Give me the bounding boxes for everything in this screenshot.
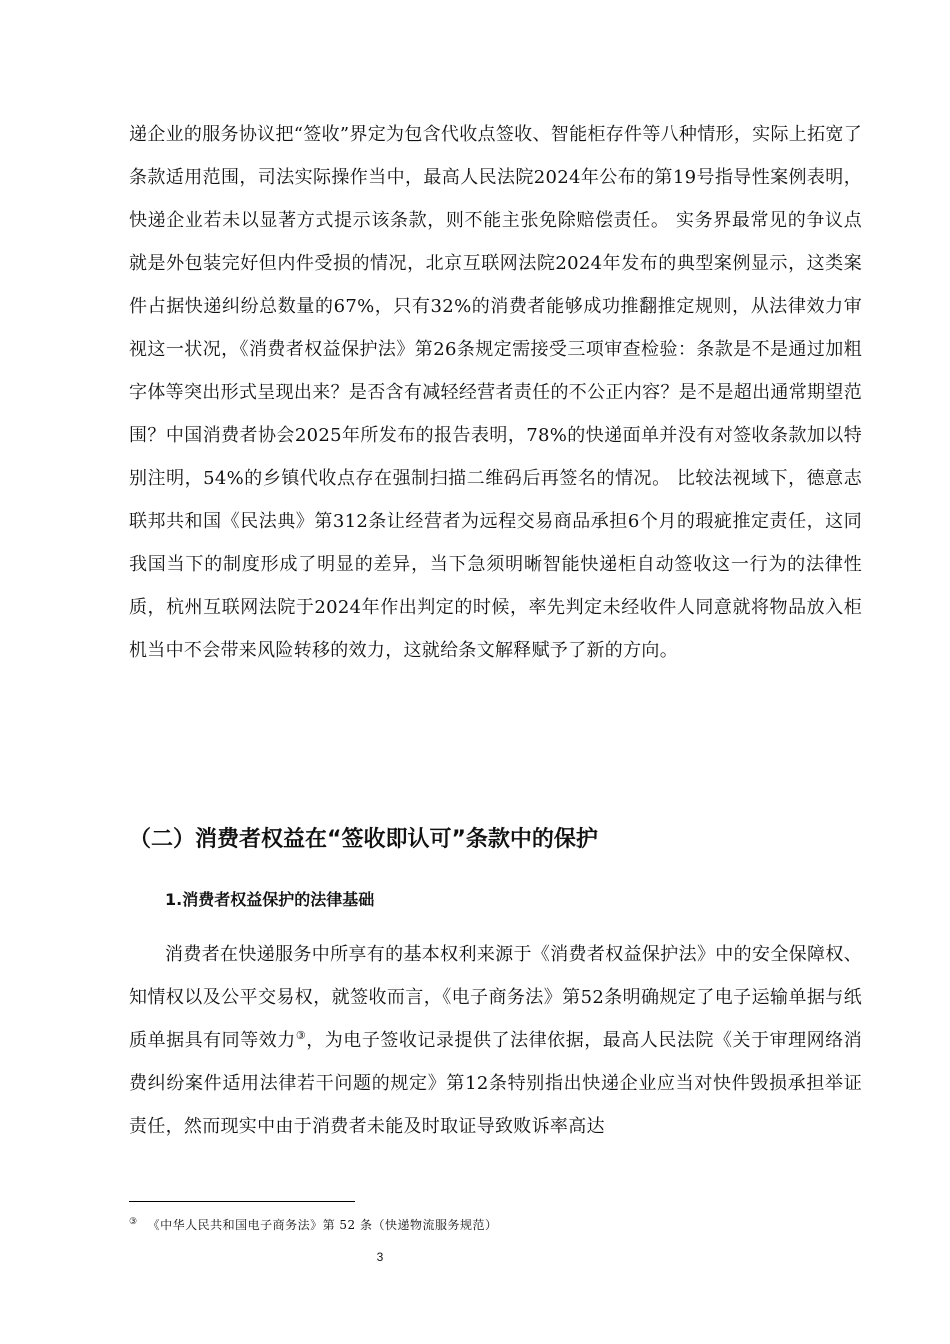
- paragraph-text: ，为电子签收记录提供了法律依据，最高人民法院《关于审理网络消费纠纷案件适用法律若干问题的规定》第12条特别指出快递企业应当对快件毁损承担举证责任，然而现实中由于消费者未能及时取证导致败诉率高达: [129, 1030, 863, 1137]
- paragraph-text: 消费者在快递服务中所享有的基本权利来源于《消费者权益保护法》中的安全保障权、知情权以及公平交易权，就签收而言，《电子商务法》第52条明确规定了电子运输单据与纸质单据具有同等效力: [129, 944, 862, 1051]
- footnote: [129, 1212, 829, 1235]
- body-paragraph: 递企业的服务协议把“签收”界定为包含代收点签收、智能柜存件等八种情形，实际上拓宽了条款适用范围，司法实际操作当中，最高人民法院2024年公布的第19号指导性案例表明，快递企业若未以显著方式提示该条款，则不能主张免除赔偿责任。 实务界最常见的争议点就是外包装完好但内件受损的情况，北京互联网法院2024年发布的典型案例显示，这类案件占据快递纠纷总数量的67%，只有32%的消费者能够成功推翻推定规则，从法律效力审视这一状况，《消费者权益保护法》第26条规定需接受三项审查检验：条款是不是通过加粗字体等突出形式呈现出来？是否含有减轻经营者责任的不公正内容？是不是超出通常期望范围？中国消费者协会2025年所发布的报告表明，78%的快递面单并没有对签收条款加以特别注明，54%的乡镇代收点存在强制扫描二维码后再签名的情况。 比较法视域下，德意志联邦共和国《民法典》第312条让经营者为远程交易商品承担6个月的瑕疵推定责任，这同我国当下的制度形成了明显的差异，当下急须明晰智能快递柜自动签收这一行为的法律性质，杭州互联网法院于2024年作出判定的时候，率先判定未经收件人同意就将物品放入柜机当中不会带来风险转移的效力，这就给条文解释赋予了新的方向。: [129, 124, 862, 661]
- footnote-separator: [129, 1201, 355, 1202]
- page-number: 3: [376, 1250, 384, 1264]
- footnote-text: 《中华人民共和国电子商务法》第 52 条（快递物流服务规范）: [147, 1218, 498, 1232]
- footnote-mark: ③: [129, 1217, 138, 1227]
- subsection-heading: 1.消费者权益保护的法律基础: [165, 890, 375, 909]
- body-paragraph: [129, 933, 862, 1148]
- section-heading: （二）消费者权益在“签收即认可”条款中的保护: [129, 827, 598, 852]
- footnote-reference[interactable]: ③: [295, 1029, 307, 1042]
